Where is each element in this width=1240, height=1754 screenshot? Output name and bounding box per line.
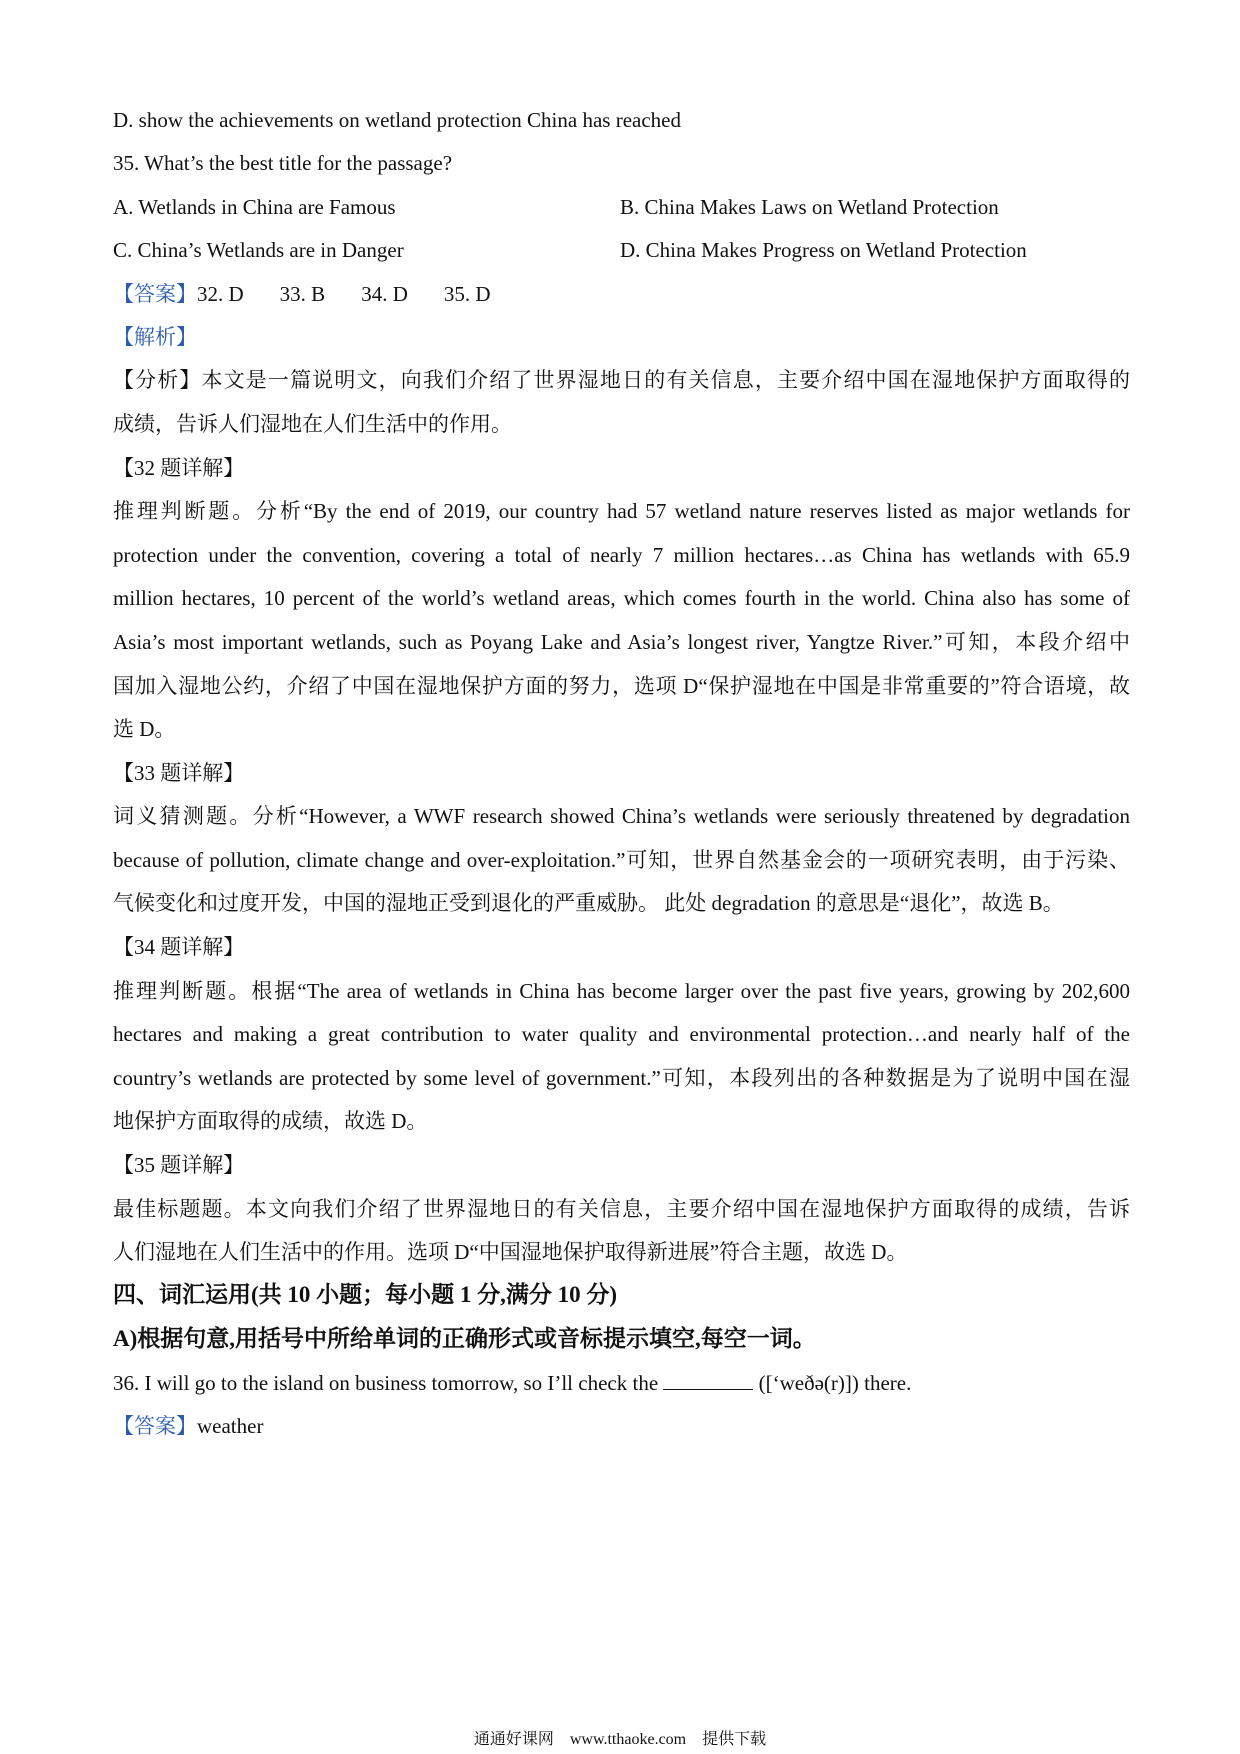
q34-line-2: hectares and making a great contribution to water quality and environmental protection…and nearly half of the — [113, 1022, 1130, 1046]
q32-line-4: Asia’s most important wetlands, such as Poyang Lake and Asia’s longest river, Yangtze River.”可知，本段介绍中 — [113, 630, 1130, 654]
q34-line-3: country’s wetlands are protected by some level of government.”可知，本段列出的各种数据是为了说明中国在湿 — [113, 1066, 1130, 1090]
option-a: A. Wetlands in China are Famous — [113, 195, 396, 219]
answer-item-33: 33. B — [279, 282, 326, 306]
answer-36-text: weather — [197, 1414, 264, 1438]
q35-line-2: 人们湿地在人们生活中的作用。选项 D“中国湿地保护取得新进展”符合主题，故选 D。 — [113, 1240, 908, 1264]
section-4-subtitle: A)根据句意,用括号中所给单词的正确形式或音标提示填空,每空一词。 — [113, 1326, 816, 1351]
q35-heading: 【35 题详解】 — [113, 1153, 245, 1177]
question-36-text-before: 36. I will go to the island on business tomorrow, so I’ll check the — [113, 1371, 659, 1395]
q33-line-3: 气候变化和过度开发，中国的湿地正受到退化的严重威胁。 此处 degradation 的意思是“退化”，故选 B。 — [113, 891, 1064, 915]
q34-line-4: 地保护方面取得的成绩，故选 D。 — [113, 1109, 428, 1133]
q35-line-1: 最佳标题题。本文向我们介绍了世界湿地日的有关信息，主要介绍中国在湿地保护方面取得的成绩，告诉 — [113, 1197, 1130, 1221]
q33-line-2: because of pollution, climate change and over-exploitation.”可知，世界自然基金会的一项研究表明，由于污染、 — [113, 848, 1130, 872]
answer-item-34: 34. D — [361, 282, 408, 306]
analysis-para-line-1: 【分析】本文是一篇说明文，向我们介绍了世界湿地日的有关信息，主要介绍中国在湿地保护方面取得的 — [113, 368, 1130, 392]
q33-heading: 【33 题详解】 — [113, 761, 245, 785]
q32-heading: 【32 题详解】 — [113, 456, 245, 480]
question-36 — [113, 1369, 911, 1397]
option-d: D. China Makes Progress on Wetland Protection — [620, 238, 1027, 262]
q32-line-5: 国加入湿地公约，介绍了中国在湿地保护方面的努力，选项 D“保护湿地在中国是非常重要的”符合语境，故 — [113, 674, 1130, 698]
page-footer — [0, 1730, 1240, 1750]
question-36-blank — [663, 1371, 753, 1390]
option-b: B. China Makes Laws on Wetland Protection — [620, 195, 999, 219]
answer-36-line — [113, 1412, 263, 1440]
q32-line-3: million hectares, 10 percent of the world’s wetland areas, which comes fourth in the world. China also has some of — [113, 586, 1130, 610]
q32-line-2: protection under the convention, covering a total of nearly 7 million hectares…as China has wetlands with 65.9 — [113, 543, 1130, 567]
q34-line-1: 推理判断题。根据“The area of wetlands in China has become larger over the past five years, growing by 202,600 — [113, 979, 1130, 1003]
option-c: C. China’s Wetlands are in Danger — [113, 238, 404, 262]
q32-line-1: 推理判断题。分析“By the end of 2019, our country had 57 wetland nature reserves listed as major wetlands for — [113, 499, 1130, 523]
analysis-tag: 【解析】 — [113, 325, 197, 349]
answer-line — [113, 280, 527, 308]
option-d-line: D. show the achievements on wetland protection China has reached — [113, 108, 681, 132]
question-35: 35. What’s the best title for the passage? — [113, 151, 453, 175]
footer-url[interactable]: www.tthaoke.com — [569, 1731, 687, 1748]
answer-item-35: 35. D — [443, 282, 491, 306]
analysis-para-line-2: 成绩，告诉人们湿地在人们生活中的作用。 — [113, 412, 512, 436]
section-4-title: 四、词汇运用(共 10 小题；每小题 1 分,满分 10 分) — [113, 1282, 618, 1307]
q33-line-1: 词义猜测题。分析“However, a WWF research showed China’s wetlands were seriously threatened by degradation — [113, 804, 1130, 828]
question-36-text-after: ([‘weðə(r)]) there. — [753, 1371, 912, 1395]
answer-36-tag: 【答案】 — [113, 1414, 197, 1438]
answer-item-32: 32. D — [197, 282, 244, 306]
footer-site-name: 通通好课网 — [473, 1731, 554, 1748]
q34-heading: 【34 题详解】 — [113, 935, 245, 959]
footer-note: 提供下载 — [702, 1731, 767, 1748]
q32-line-6: 选 D。 — [113, 717, 176, 741]
answer-tag: 【答案】 — [113, 282, 197, 306]
